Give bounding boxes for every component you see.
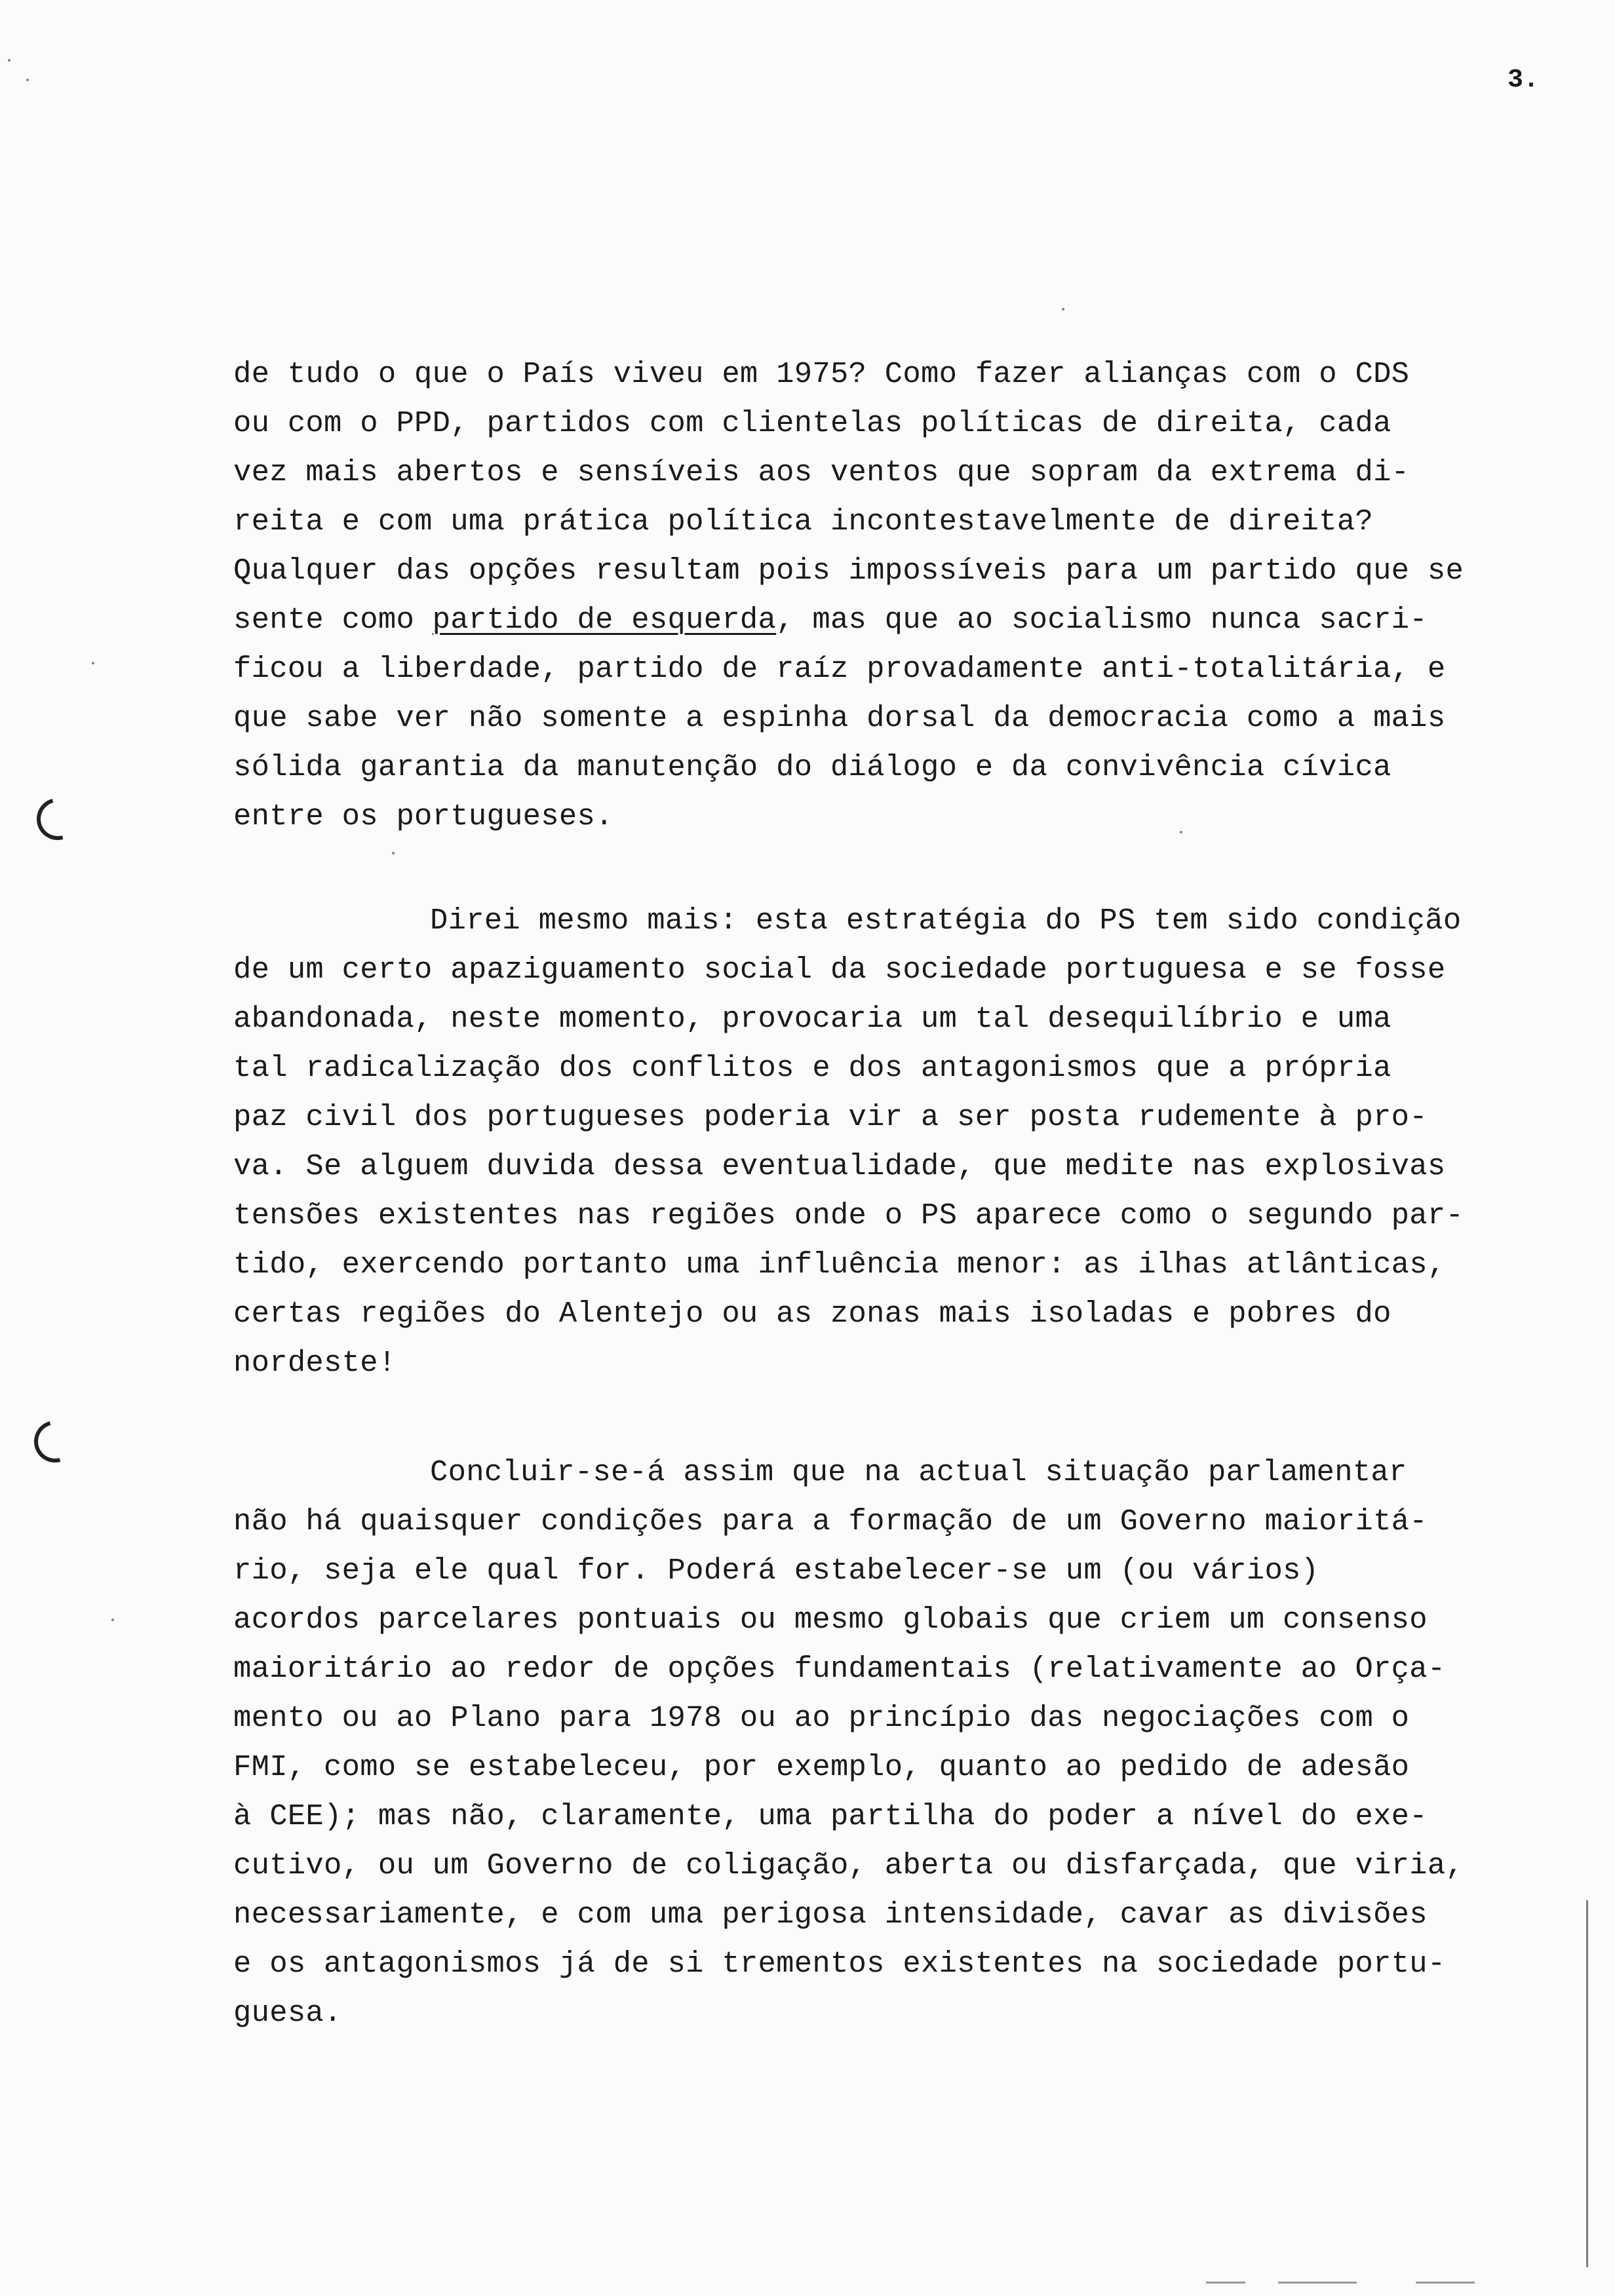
scan-speck xyxy=(92,662,94,664)
text-line: acordos parcelares pontuais ou mesmo globais que criem um consenso xyxy=(233,1603,1428,1637)
text-line: não há quaisquer condições para a formação de um Governo maioritá- xyxy=(233,1504,1428,1539)
scan-speck xyxy=(1180,831,1182,833)
text-line: à CEE); mas não, claramente, uma partilha do poder a nível do exe- xyxy=(233,1799,1428,1833)
underlined-phrase: partido de esquerda xyxy=(432,603,777,637)
scan-speck xyxy=(26,79,29,81)
text-line: entre os portugueses. xyxy=(233,799,613,833)
text-line: nordeste! xyxy=(233,1346,397,1380)
text-line-indented: Concluir-se-á assim que na actual situação parlamentar xyxy=(430,1455,1407,1489)
scan-speck xyxy=(392,852,395,854)
text-fragment: , mas que ao socialismo nunca sacri- xyxy=(776,603,1428,637)
text-line: ficou a liberdade, partido de raíz provadamente anti-totalitária, e xyxy=(233,652,1446,686)
text-line: vez mais abertos e sensíveis aos ventos que sopram da extrema di- xyxy=(233,455,1410,489)
scan-edge-line xyxy=(1586,1900,1588,2267)
text-line: que sabe ver não somente a espinha dorsal da democracia como a mais xyxy=(233,701,1446,735)
scan-edge-dash xyxy=(1278,2282,1357,2284)
text-line: Qualquer das opções resultam pois impossíveis para um partido que se xyxy=(233,554,1464,588)
text-line: maioritário ao redor de opções fundamentais (relativamente ao Orça- xyxy=(233,1652,1446,1686)
text-line: abandonada, neste momento, provocaria um tal desequilíbrio e uma xyxy=(233,1002,1391,1036)
text-line-indented: Direi mesmo mais: esta estratégia do PS tem sido condição xyxy=(430,904,1462,938)
text-line: sólida garantia da manutenção do diálogo e da convivência cívica xyxy=(233,750,1391,784)
binder-hole-mark xyxy=(29,790,86,847)
scan-speck xyxy=(111,1618,114,1621)
text-line: cutivo, ou um Governo de coligação, aberta ou disfarçada, que viria, xyxy=(233,1848,1464,1883)
text-line: mento ou ao Plano para 1978 ou ao princípio das negociações com o xyxy=(233,1701,1410,1735)
text-line: paz civil dos portugueses poderia vir a ser posta rudemente à pro- xyxy=(233,1100,1428,1134)
text-line: FMI, como se estabeleceu, por exemplo, quanto ao pedido de adesão xyxy=(233,1750,1410,1784)
text-line: ou com o PPD, partidos com clientelas políticas de direita, cada xyxy=(233,406,1391,440)
scan-speck xyxy=(8,59,10,62)
text-line: tensões existentes nas regiões onde o PS aparece como o segundo par- xyxy=(233,1198,1464,1233)
text-line-with-underline xyxy=(233,596,1584,645)
text-line: de um certo apaziguamento social da sociedade portuguesa e se fosse xyxy=(233,953,1446,987)
text-line: de tudo o que o País viveu em 1975? Como fazer alianças com o CDS xyxy=(233,357,1410,391)
text-line: necessariamente, e com uma perigosa intensidade, cavar as divisões xyxy=(233,1898,1428,1932)
text-line: tido, exercendo portanto uma influência menor: as ilhas atlânticas, xyxy=(233,1248,1446,1282)
text-line: reita e com uma prática política incontestavelmente de direita? xyxy=(233,505,1374,539)
binder-hole-mark xyxy=(26,1413,83,1470)
scan-edge-dash xyxy=(1416,2282,1475,2284)
paragraph-3 xyxy=(233,1448,1584,2038)
text-line: tal radicalização dos conflitos e dos antagonismos que a própria xyxy=(233,1051,1391,1085)
scan-speck xyxy=(1062,308,1064,311)
text-line: va. Se alguem duvida dessa eventualidade, que medite nas explosivas xyxy=(233,1149,1446,1183)
text-line: certas regiões do Alentejo ou as zonas mais isoladas e pobres do xyxy=(233,1297,1391,1331)
scan-edge-dash xyxy=(1206,2282,1245,2284)
text-line: e os antagonismos já de si trementos existentes na sociedade portu- xyxy=(233,1947,1446,1981)
text-line: rio, seja ele qual for. Poderá estabelecer-se um (ou vários) xyxy=(233,1554,1319,1588)
text-line: guesa. xyxy=(233,1996,342,2030)
paragraph-1 xyxy=(233,350,1584,841)
page-number: 3. xyxy=(1508,66,1540,95)
text-fragment: sente como xyxy=(233,603,433,637)
paragraph-2 xyxy=(233,896,1584,1388)
